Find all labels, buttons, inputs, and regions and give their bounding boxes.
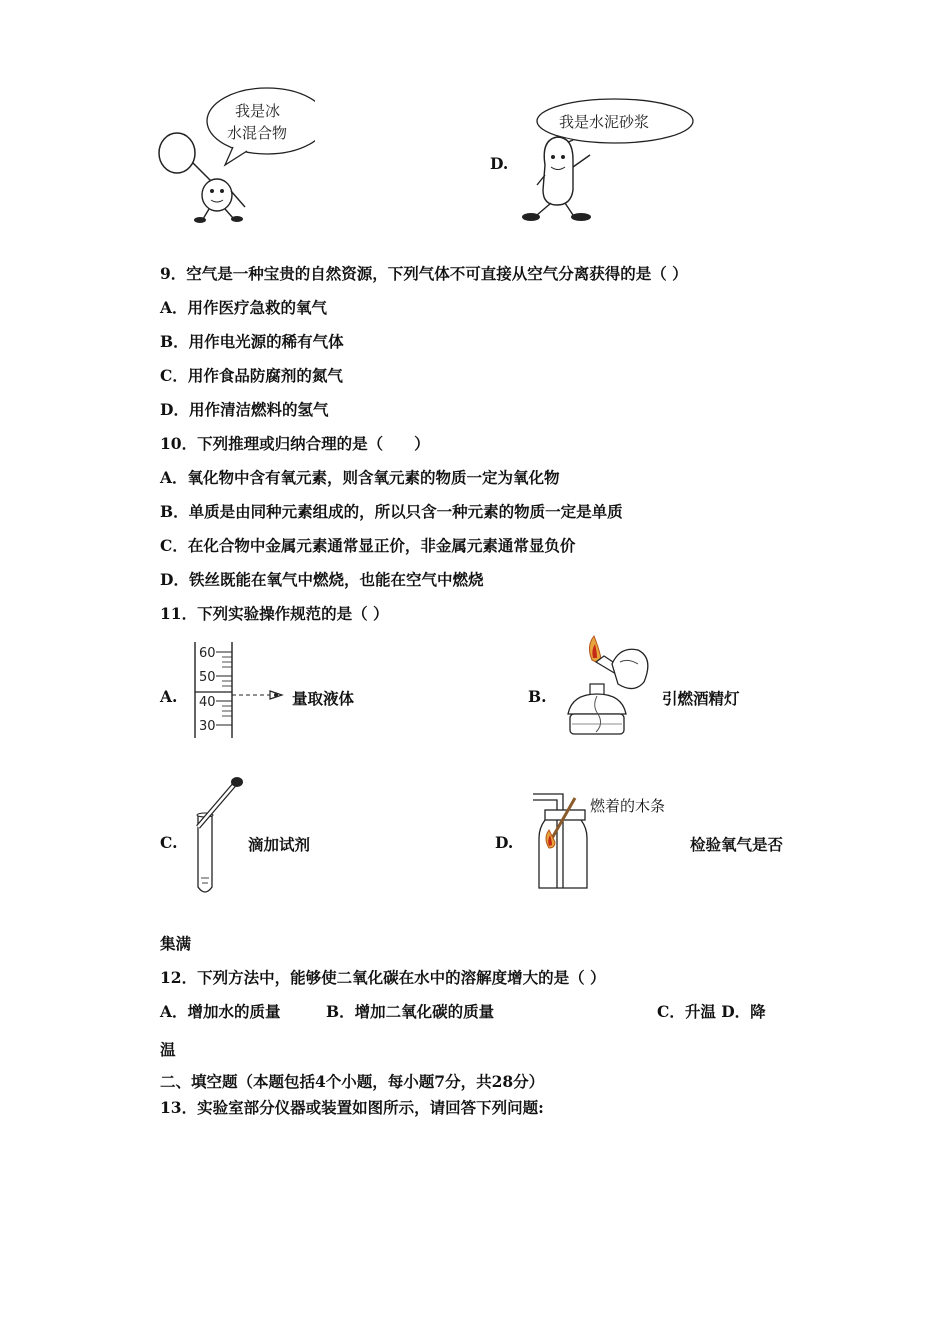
q10-option-d[interactable]: D．铁丝既能在氧气中燃烧，也能在空气中燃烧 (160, 570, 484, 589)
character-body (202, 179, 232, 211)
q10-option-b[interactable]: B．单质是由同种元素组成的，所以只含一种元素的物质一定是单质 (160, 502, 623, 521)
speech-bubble (207, 88, 315, 154)
q11-option-b-label[interactable]: B. (528, 687, 547, 706)
q11-stem: 11．下列实验操作规范的是（ ） (160, 604, 389, 623)
q10-option-c[interactable]: C．在化合物中金属元素通常显正价，非金属元素通常显负价 (160, 536, 576, 555)
q12-option-d-cont: 温 (160, 1040, 176, 1059)
q11-option-a-label[interactable]: A. (160, 687, 178, 706)
q9-option-b[interactable]: B．用作电光源的稀有气体 (160, 332, 344, 351)
character-body (543, 137, 573, 205)
q11-option-c-label[interactable]: C. (160, 833, 178, 852)
alcohol-lamp-figure (560, 632, 660, 742)
q11-option-c-caption: 滴加试剂 (248, 835, 311, 854)
q8-option-d-label: D. (490, 154, 509, 173)
figure-ice-water-character (155, 85, 315, 225)
q10-stem: 10．下列推理或归纳合理的是（ ） (160, 434, 430, 453)
bubble-text-2: 水混合物 (227, 124, 288, 142)
q10-option-a[interactable]: A．氧化物中含有氧元素，则含氧元素的物质一定为氧化物 (160, 468, 560, 487)
graduated-cylinder-figure (190, 640, 300, 742)
q12-stem: 12．下列方法中，能够使二氧化碳在水中的溶解度增大的是（ ） (160, 968, 606, 987)
q11-option-b-caption: 引燃酒精灯 (662, 689, 740, 708)
q9-option-d[interactable]: D．用作清洁燃料的氢气 (160, 400, 329, 419)
figure-cement-mortar-character (515, 95, 700, 225)
tick-label-40: 40 (199, 695, 216, 710)
q11-option-a-caption: 量取液体 (292, 689, 355, 708)
tick-label-30: 30 (199, 719, 216, 734)
dropper-test-tube-figure (190, 775, 250, 897)
q12-option-b[interactable]: B．增加二氧化碳的质量 (326, 1002, 495, 1021)
tick-label-50: 50 (199, 670, 216, 685)
q12-option-a[interactable]: A．增加水的质量 (160, 1002, 281, 1021)
tick-label-60: 60 (199, 646, 216, 661)
bubble-text-1: 我是冰 (235, 102, 281, 120)
q9-option-a[interactable]: A．用作医疗急救的氧气 (160, 298, 328, 317)
racket-icon (159, 133, 195, 173)
q11-option-d-label[interactable]: D. (495, 833, 514, 852)
gas-bottle-figure (525, 790, 595, 892)
burning-stick-annotation: 燃着的木条 (590, 797, 666, 815)
dropper-bulb (231, 777, 243, 787)
q9-option-c[interactable]: C．用作食品防腐剂的氮气 (160, 366, 343, 385)
q12-option-c-d[interactable]: C．升温 D．降 (657, 1002, 766, 1021)
q11-option-d-caption: 检验氧气是否 (690, 835, 784, 854)
q9-stem: 9．空气是一种宝贵的自然资源，下列气体不可直接从空气分离获得的是（ ） (160, 264, 688, 283)
q13-stem: 13．实验室部分仪器或装置如图所示，请回答下列问题: (160, 1098, 544, 1117)
bubble-text: 我是水泥砂浆 (559, 113, 650, 131)
q11-option-d-caption-cont: 集满 (160, 934, 192, 953)
section-2-heading: 二、填空题（本题包括4个小题，每小题7分，共28分） (160, 1072, 545, 1091)
